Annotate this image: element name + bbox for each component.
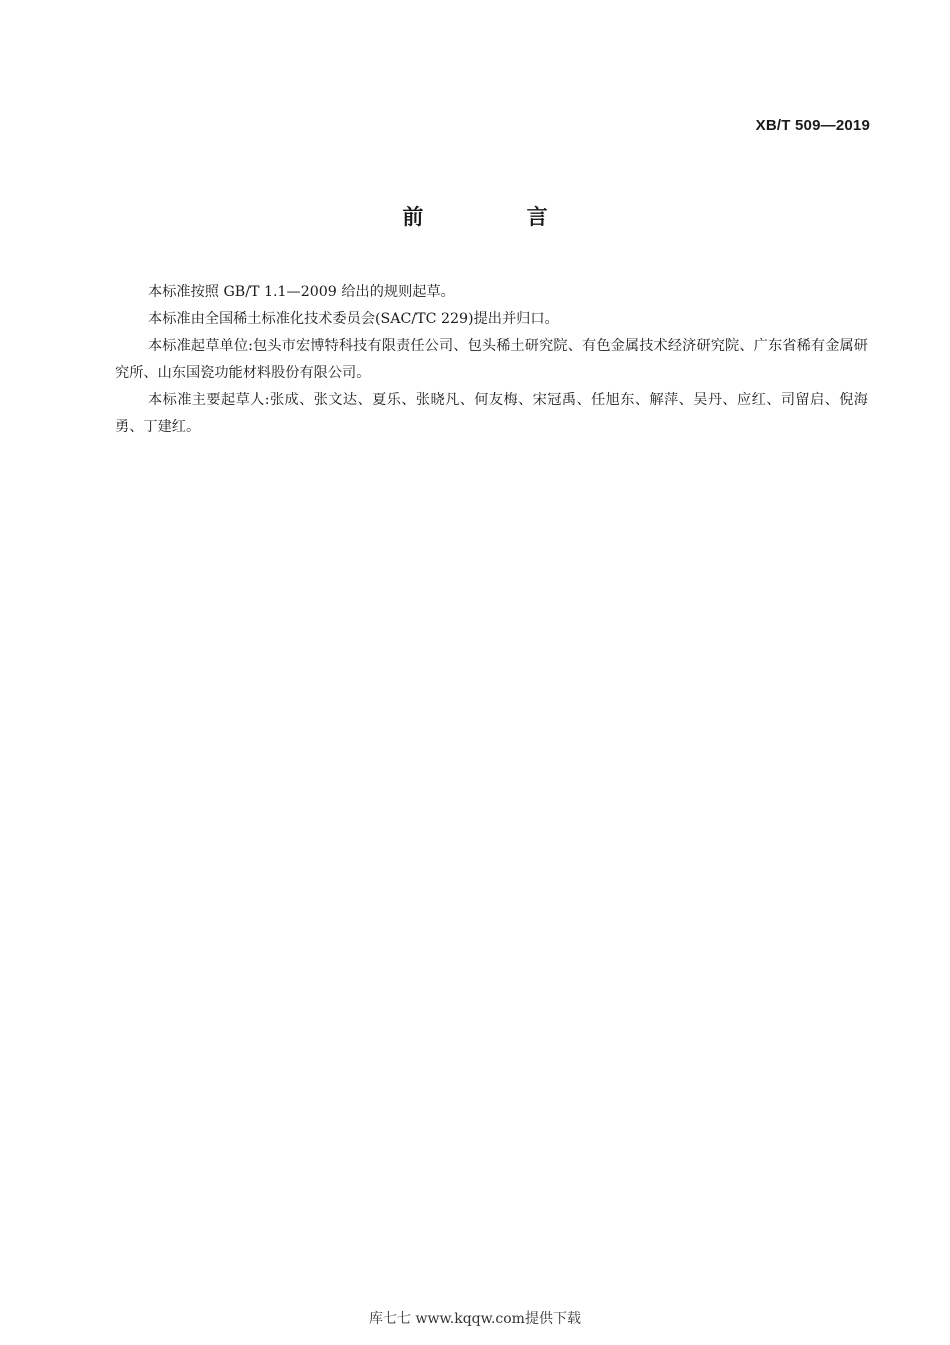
- standard-code: XB/T 509—2019: [755, 117, 870, 134]
- paragraph-proposer: 本标准由全国稀土标准化技术委员会(SAC/TC 229)提出并归口。: [148, 311, 559, 327]
- page-title: 前 言: [402, 205, 596, 229]
- foreword-body: [115, 279, 868, 441]
- paragraph-drafting-units: 本标准起草单位:包头市宏博特科技有限责任公司、包头稀土研究院、有色金属技术经济研究院、广东省稀有金属研究所、山东国瓷功能材料股份有限公司。: [115, 338, 868, 381]
- paragraph-drafters: 本标准主要起草人:张成、张文达、夏乐、张晓凡、何友梅、宋冠禹、任旭东、解萍、吴丹、应红、司留启、倪海勇、丁建红。: [115, 392, 868, 435]
- download-source-footer: 库七七 www.kqqw.com提供下载: [369, 1311, 581, 1327]
- paragraph-drafting-rules: 本标准按照 GB/T 1.1—2009 给出的规则起草。: [148, 284, 455, 300]
